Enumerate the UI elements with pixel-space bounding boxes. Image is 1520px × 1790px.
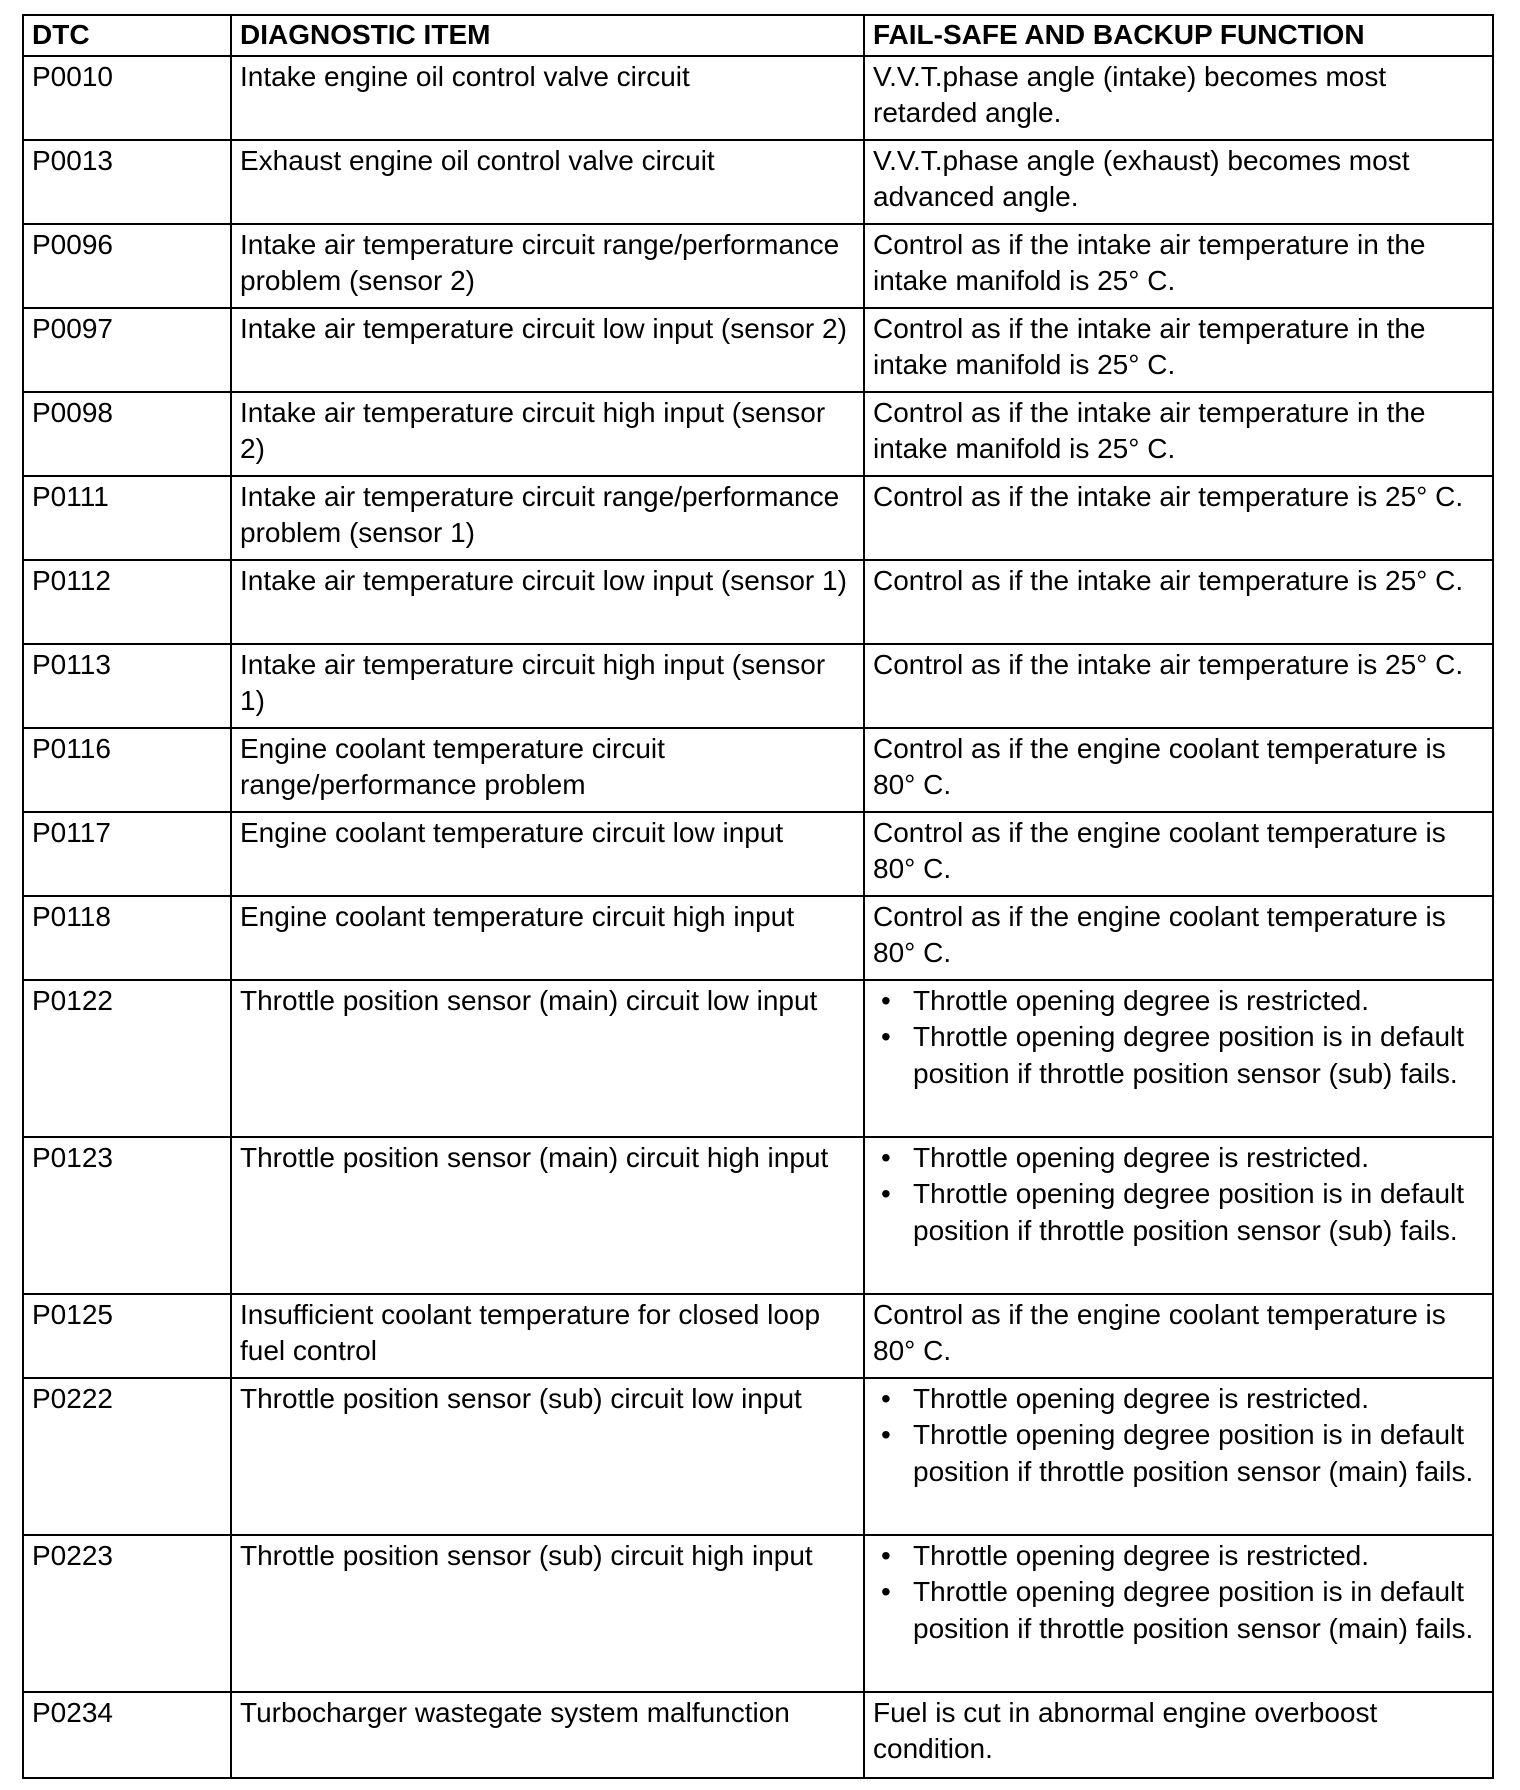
- dtc-code: P0118: [23, 896, 231, 980]
- dtc-code: P0097: [23, 308, 231, 392]
- diagnostic-item: Throttle position sensor (sub) circuit high input: [231, 1535, 864, 1692]
- failsafe-function: Control as if the engine coolant temperature is 80° C.: [864, 896, 1493, 980]
- table-row: [23, 308, 1493, 392]
- dtc-code: P0113: [23, 644, 231, 728]
- diagnostic-item: Throttle position sensor (main) circuit high input: [231, 1137, 864, 1294]
- diagnostic-item: Turbocharger wastegate system malfunction: [231, 1692, 864, 1778]
- diagnostic-item: Intake air temperature circuit high input (sensor 1): [231, 644, 864, 728]
- failsafe-function: Control as if the intake air temperature is 25° C.: [864, 644, 1493, 728]
- diagnostic-item: Intake air temperature circuit high input (sensor 2): [231, 392, 864, 476]
- diagnostic-item: Engine coolant temperature circuit low input: [231, 812, 864, 896]
- diagnostic-item: Exhaust engine oil control valve circuit: [231, 140, 864, 224]
- failsafe-function: Control as if the engine coolant temperature is 80° C.: [864, 812, 1493, 896]
- table-row: [23, 140, 1493, 224]
- table-row: [23, 224, 1493, 308]
- failsafe-bullet-list: [873, 983, 1484, 1093]
- failsafe-bullet-list: [873, 1140, 1484, 1250]
- failsafe-function: Control as if the intake air temperature is 25° C.: [864, 476, 1493, 560]
- diagnostic-item: Throttle position sensor (sub) circuit low input: [231, 1378, 864, 1535]
- header-row: [23, 15, 1493, 56]
- table-row: [23, 1692, 1493, 1778]
- diagnostic-item: Intake air temperature circuit low input (sensor 2): [231, 308, 864, 392]
- table-row: [23, 1137, 1493, 1294]
- failsafe-bullet-list: [873, 1381, 1484, 1491]
- table-row: [23, 1535, 1493, 1692]
- dtc-code: P0223: [23, 1535, 231, 1692]
- dtc-code: P0234: [23, 1692, 231, 1778]
- failsafe-bullet: • Throttle opening degree position is in default position if throttle position sensor (sub) fails.: [873, 1176, 1484, 1249]
- failsafe-function: Control as if the intake air temperature in the intake manifold is 25° C.: [864, 224, 1493, 308]
- dtc-code: P0096: [23, 224, 231, 308]
- failsafe-bullet: • Throttle opening degree is restricted.: [873, 1538, 1484, 1575]
- failsafe-function: Control as if the intake air temperature in the intake manifold is 25° C.: [864, 308, 1493, 392]
- dtc-code: P0116: [23, 728, 231, 812]
- failsafe-function: [864, 980, 1493, 1137]
- dtc-failsafe-table: [22, 14, 1494, 1779]
- dtc-code: P0111: [23, 476, 231, 560]
- table-row: [23, 980, 1493, 1137]
- dtc-code: P0222: [23, 1378, 231, 1535]
- diagnostic-item: Intake air temperature circuit range/performance problem (sensor 1): [231, 476, 864, 560]
- table-row: [23, 560, 1493, 644]
- table-row: [23, 1378, 1493, 1535]
- failsafe-function: [864, 1535, 1493, 1692]
- diagnostic-item: Intake air temperature circuit range/performance problem (sensor 2): [231, 224, 864, 308]
- failsafe-function: Control as if the intake air temperature is 25° C.: [864, 560, 1493, 644]
- dtc-code: P0123: [23, 1137, 231, 1294]
- header-failsafe-function: FAIL-SAFE AND BACKUP FUNCTION: [864, 15, 1493, 56]
- diagnostic-item: Engine coolant temperature circuit high input: [231, 896, 864, 980]
- failsafe-bullet: • Throttle opening degree position is in default position if throttle position sensor (main) fails.: [873, 1574, 1484, 1647]
- failsafe-function: [864, 1378, 1493, 1535]
- dtc-code: P0112: [23, 560, 231, 644]
- header-diagnostic-item: DIAGNOSTIC ITEM: [231, 15, 864, 56]
- failsafe-function: Control as if the engine coolant temperature is 80° C.: [864, 728, 1493, 812]
- diagnostic-item: Throttle position sensor (main) circuit low input: [231, 980, 864, 1137]
- table-row: [23, 896, 1493, 980]
- table-row: [23, 812, 1493, 896]
- failsafe-function: V.V.T.phase angle (intake) becomes most retarded angle.: [864, 56, 1493, 140]
- dtc-code: P0010: [23, 56, 231, 140]
- dtc-code: P0122: [23, 980, 231, 1137]
- failsafe-bullet: • Throttle opening degree is restricted.: [873, 1140, 1484, 1177]
- failsafe-function: Control as if the intake air temperature in the intake manifold is 25° C.: [864, 392, 1493, 476]
- diagnostic-item: Insufficient coolant temperature for closed loop fuel control: [231, 1294, 864, 1378]
- failsafe-bullet-list: [873, 1538, 1484, 1648]
- dtc-code: P0125: [23, 1294, 231, 1378]
- failsafe-function: V.V.T.phase angle (exhaust) becomes most advanced angle.: [864, 140, 1493, 224]
- table-row: [23, 644, 1493, 728]
- failsafe-bullet: • Throttle opening degree is restricted.: [873, 983, 1484, 1020]
- dtc-code: P0013: [23, 140, 231, 224]
- dtc-code: P0098: [23, 392, 231, 476]
- diagnostic-item: Intake engine oil control valve circuit: [231, 56, 864, 140]
- diagnostic-item: Engine coolant temperature circuit range/performance problem: [231, 728, 864, 812]
- table-row: [23, 1294, 1493, 1378]
- diagnostic-item: Intake air temperature circuit low input (sensor 1): [231, 560, 864, 644]
- table-row: [23, 728, 1493, 812]
- table-row: [23, 476, 1493, 560]
- failsafe-function: [864, 1137, 1493, 1294]
- failsafe-function: Fuel is cut in abnormal engine overboost condition.: [864, 1692, 1493, 1778]
- table-row: [23, 392, 1493, 476]
- failsafe-bullet: • Throttle opening degree position is in default position if throttle position sensor (main) fails.: [873, 1417, 1484, 1490]
- failsafe-bullet: • Throttle opening degree is restricted.: [873, 1381, 1484, 1418]
- failsafe-bullet: • Throttle opening degree position is in default position if throttle position sensor (sub) fails.: [873, 1019, 1484, 1092]
- failsafe-function: Control as if the engine coolant temperature is 80° C.: [864, 1294, 1493, 1378]
- header-dtc: DTC: [23, 15, 231, 56]
- dtc-code: P0117: [23, 812, 231, 896]
- table-row: [23, 56, 1493, 140]
